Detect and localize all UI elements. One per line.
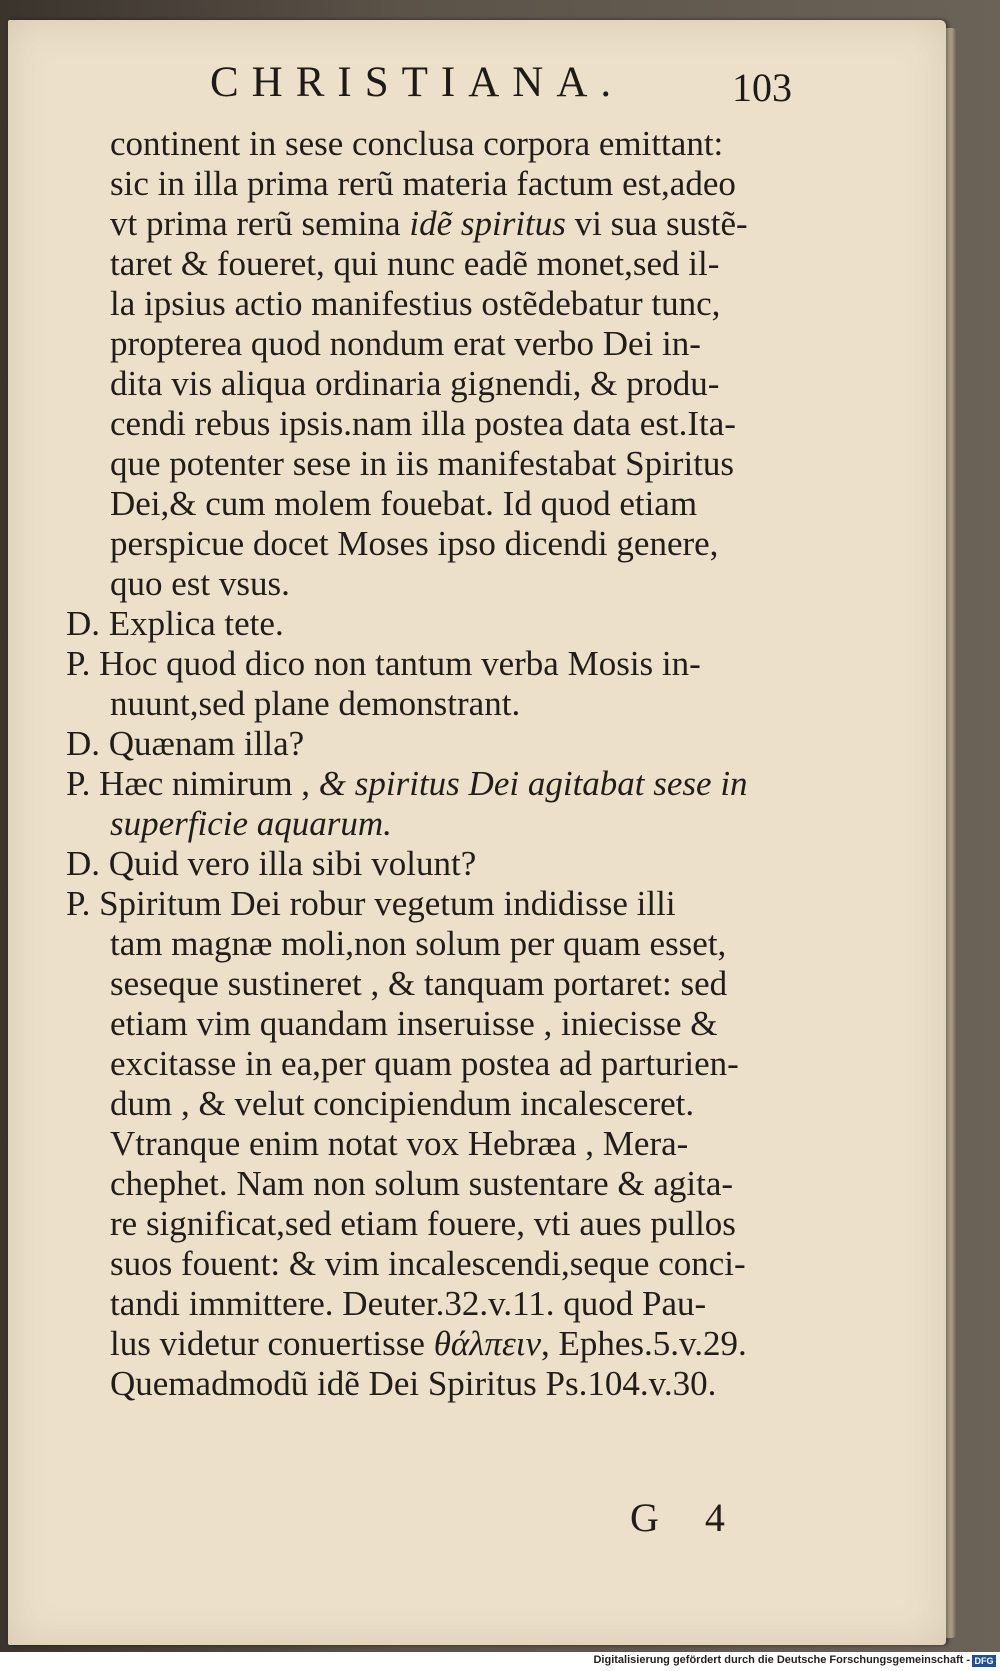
- dfg-logo: DFG: [972, 1655, 996, 1667]
- text-line: tam magnæ moli,non solum per quam esset,: [110, 924, 727, 963]
- text-line: re significat,sed etiam fouere, vti aues pullos: [110, 1204, 736, 1243]
- dialogue-line: D. Quid vero illa sibi volunt?: [66, 844, 477, 883]
- text-line: lus videtur conuertisse θάλπειν, Ephes.5.v.29.: [110, 1324, 747, 1363]
- text-line: [110, 804, 392, 844]
- running-title: CHRISTIANA.: [210, 59, 625, 106]
- text-line: la ipsius actio manifestius ostẽdebatur tunc,: [110, 284, 721, 323]
- text-line: suos fouent: & vim incalescendi,seque conci-: [110, 1244, 746, 1283]
- dialogue-line: D. Explica tete.: [66, 604, 284, 643]
- italic-phrase: idẽ spiritus: [409, 204, 566, 243]
- text-line: chephet. Nam non solum sustentare & agita-: [110, 1164, 734, 1203]
- italic-quotation: superficie aquarum.: [110, 804, 392, 843]
- text-line: nuunt,sed plane demonstrant.: [110, 684, 521, 723]
- text-line: propterea quod nondum erat verbo Dei in-: [110, 324, 701, 363]
- digitization-footer: [0, 1652, 1000, 1671]
- dialogue-line: P. Hoc quod dico non tantum verba Mosis in-: [66, 644, 701, 683]
- text-line: dita vis aliqua ordinaria gignendi, & produ-: [110, 364, 720, 403]
- text-line: continent in sese conclusa corpora emittant:: [110, 124, 724, 163]
- text-line: perspicue docet Moses ipso dicendi genere,: [110, 524, 719, 563]
- footer-credit: Digitalisierung gefördert durch die Deutsche Forschungsgemeinschaft -: [593, 1654, 970, 1666]
- signature-mark: G 4: [630, 1495, 743, 1540]
- page-edge: [946, 28, 956, 1638]
- text-line: quo est vsus.: [110, 564, 290, 603]
- text-line: tandi immittere. Deuter.32.v.11. quod Pau-: [110, 1284, 707, 1323]
- text-line: dum , & velut concipiendum incalesceret.: [110, 1084, 695, 1123]
- dialogue-line: P. Hæc nimirum , & spiritus Dei agitabat sese in: [66, 764, 748, 803]
- page-header: [0, 58, 1000, 118]
- text-line: Dei,& cum molem fouebat. Id quod etiam: [110, 484, 698, 523]
- dialogue-line: D. Quænam illa?: [66, 724, 305, 763]
- text-line: sic in illa prima rerũ materia factum est,adeo: [110, 164, 736, 203]
- text-line: que potenter sese in iis manifestabat Spiritus: [110, 444, 735, 483]
- dialogue-line: P. Spiritum Dei robur vegetum indidisse illi: [66, 884, 676, 923]
- text-line: cendi rebus ipsis.nam illa postea data est.Ita-: [110, 404, 736, 443]
- italic-quotation: & spiritus Dei agitabat sese in: [318, 764, 748, 803]
- text-line: vt prima rerũ semina idẽ spiritus vi sua sustẽ-: [110, 204, 748, 243]
- text-line: Vtranque enim notat vox Hebræa , Mera-: [110, 1124, 689, 1163]
- text-line: seseque sustineret , & tanquam portaret: sed: [110, 964, 728, 1003]
- text-line: taret & foueret, qui nunc eadẽ monet,sed il-: [110, 244, 720, 283]
- text-line: Quemadmodũ idẽ Dei Spiritus Ps.104.v.30.: [110, 1364, 717, 1403]
- text-line: etiam vim quandam inseruisse , iniecisse &: [110, 1004, 718, 1043]
- greek-word: θάλπειν: [433, 1324, 541, 1363]
- text-line: excitasse in ea,per quam postea ad parturien-: [110, 1044, 739, 1083]
- page-number: 103: [732, 65, 792, 110]
